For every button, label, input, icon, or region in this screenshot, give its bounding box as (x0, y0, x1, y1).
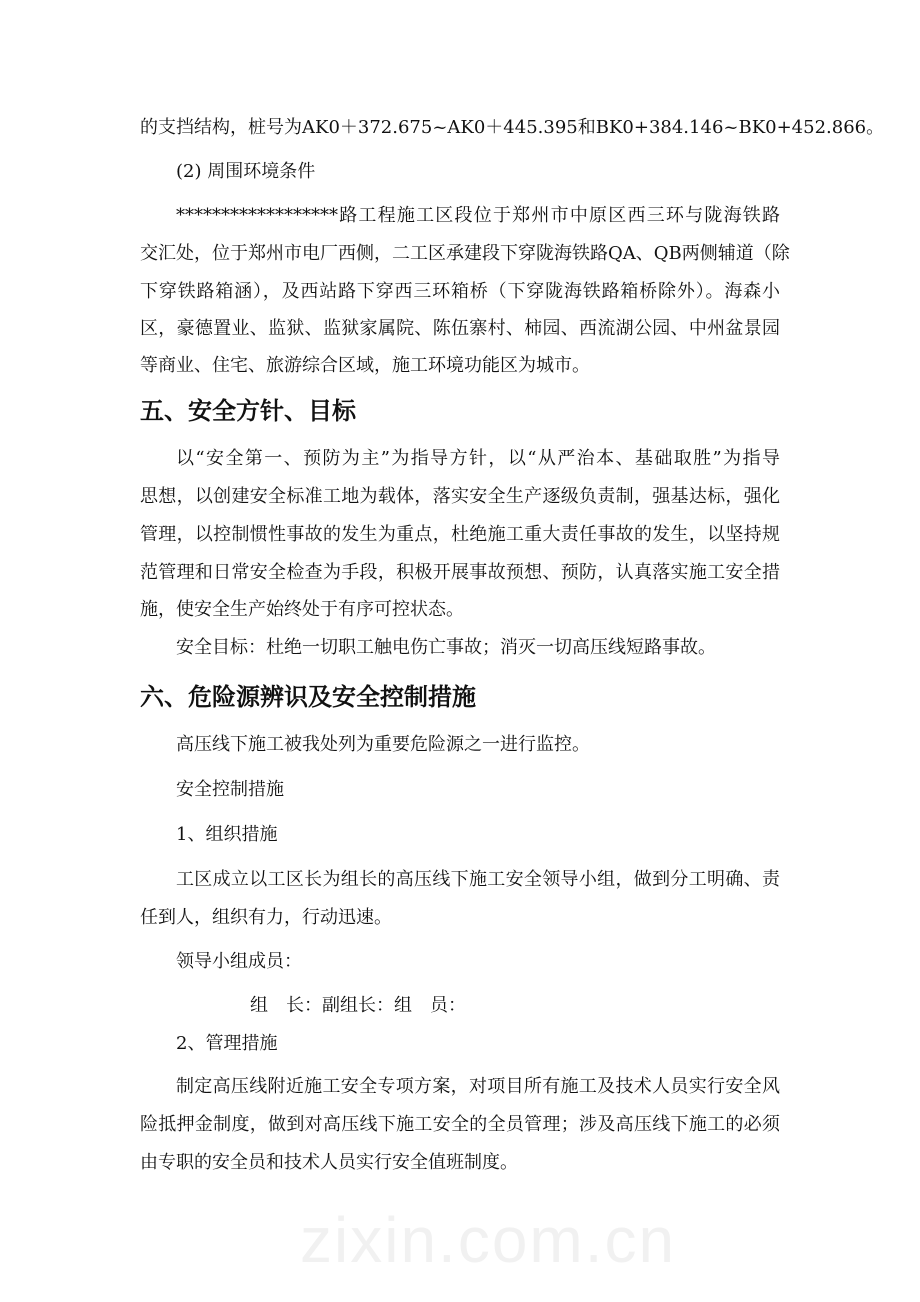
text-line: 施，使安全生产始终处于有序可控状态。 (140, 599, 464, 620)
subheading: 安全控制措施 (176, 779, 284, 800)
section-heading: 六、危险源辨识及安全控制措施 (140, 683, 476, 711)
text-line: 下穿铁路箱涵），及西站路下穿西三环箱桥（下穿陇海铁路箱桥除外）。海森小 (140, 281, 780, 302)
text-line: 工区成立以工区长为组长的高压线下施工安全领导小组，做到分工明确、责 (176, 869, 780, 890)
text-line: 险抵押金制度，做到对高压线下施工安全的全员管理；涉及高压线下施工的必须 (140, 1114, 780, 1135)
section-heading: 五、安全方针、目标 (140, 397, 356, 425)
text-line: 高压线下施工被我处列为重要危险源之一进行监控。 (176, 734, 590, 755)
text-line: 交汇处，位于郑州市电厂西侧，二工区承建段下穿陇海铁路QA、QB两侧辅道（除 (140, 243, 790, 264)
subheading: 1、组织措施 (176, 824, 278, 845)
subheading: 2、管理措施 (176, 1033, 278, 1054)
watermark: zixin.com.cn (300, 1204, 677, 1276)
text-line: ******************路工程施工区段位于郑州市中原区西三环与陇海铁路 (176, 205, 780, 226)
text-line: 制定高压线附近施工安全专项方案，对项目所有施工及技术人员实行安全风 (176, 1076, 780, 1097)
subheading: (2) 周围环境条件 (176, 161, 316, 182)
text-line: 领导小组成员： (176, 951, 302, 972)
text-line: 由专职的安全员和技术人员实行安全值班制度。 (140, 1152, 518, 1173)
text-line: 组 长：副组长：组 员： (250, 995, 466, 1016)
text-line: 等商业、住宅、旅游综合区域，施工环境功能区为城市。 (140, 355, 590, 376)
text-line: 以“安全第一、预防为主”为指导方针，以“从严治本、基础取胜”为指导 (176, 448, 780, 469)
text-line: 任到人，组织有力，行动迅速。 (140, 907, 392, 928)
text-line: 思想，以创建安全标准工地为载体，落实安全生产逐级负责制，强基达标，强化 (140, 486, 780, 507)
text-line: 区，豪德置业、监狱、监狱家属院、陈伍寨村、柿园、西流湖公园、中州盆景园 (140, 318, 780, 339)
text-line: 的支挡结构，桩号为AK0＋372.675~AK0＋445.395和BK0+384.146~BK0+452.866。 (140, 117, 885, 138)
text-line: 安全目标：杜绝一切职工触电伤亡事故；消灭一切高压线短路事故。 (176, 637, 716, 658)
text-line: 范管理和日常安全检查为手段，积极开展事故预想、预防，认真落实施工安全措 (140, 562, 780, 583)
text-line: 管理，以控制惯性事故的发生为重点，杜绝施工重大责任事故的发生，以坚持规 (140, 524, 780, 545)
